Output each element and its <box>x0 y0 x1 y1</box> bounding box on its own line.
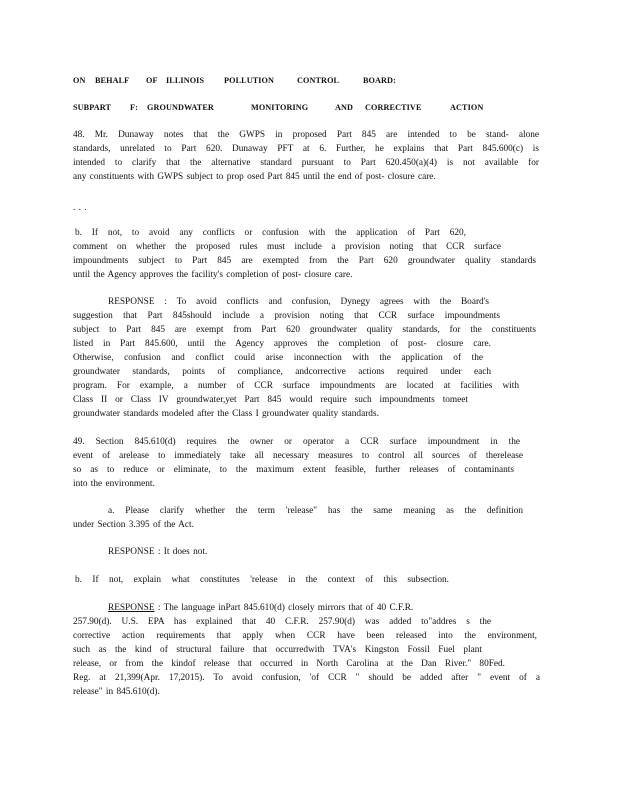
heading-word: ACTION <box>450 103 484 112</box>
heading-word: ON <box>73 76 86 85</box>
response-1-line: listed in Part 845.600, until the Agency approves the completion of post- closure care. <box>73 339 491 349</box>
response-3-line: release, or from the kindof release that occurred in North Carolina at the Dan River." 80Fed. <box>73 659 505 669</box>
paragraph-b2: b. If not, explain what constitutes 'release in the context of this subsection. <box>75 575 449 585</box>
heading-word: CONTROL <box>297 76 340 85</box>
response-3-line <box>108 602 413 614</box>
heading-word: AND <box>335 103 354 112</box>
response-1-line: groundwater standards modeled after the Class I groundwater quality standards. <box>73 409 379 419</box>
heading-word: CORRECTIVE <box>365 103 422 112</box>
paragraph-49-line: event of arelease to immediately take all necessary measures to control all sources of therelease <box>73 451 523 461</box>
paragraph-a-line: under Section 3.395 of the Act. <box>73 520 194 530</box>
paragraph-49-line: 49. Section 845.610(d) requires the owner or operator a CCR surface impoundment in the <box>73 437 520 447</box>
paragraph-b-line: b. If not, to avoid any conflicts or confusion with the application of Part 620, <box>75 228 466 238</box>
response-1-line: RESPONSE : To avoid conflicts and confusion, Dynegy agrees with the Board's <box>108 297 489 307</box>
heading-word: BEHALF <box>95 76 130 85</box>
response-1-line: Otherwise, confusion and conflict could arise inconnection with the application of the <box>73 353 483 363</box>
heading-word: SUBPART <box>73 103 112 112</box>
response-1-line: subject to Part 845 are exempt from Part 620 groundwater quality standards, for the constituents <box>73 325 536 335</box>
heading-word: ILLINOIS <box>166 76 205 85</box>
response-3-text: : The language inPart 845.610(d) closely mirrors that of 40 C.F.R. <box>154 603 414 613</box>
paragraph-48-line: any constituents with GWPS subject to prop osed Part 845 until the end of post- closure care. <box>73 172 436 182</box>
paragraph-49-line: into the environment. <box>73 479 155 489</box>
paragraph-a-line: a. Please clarify whether the term 'release" has the same meaning as the definition <box>108 506 523 516</box>
response-3-line: 257.90(d). U.S. EPA has explained that 40 C.F.R. 257.90(d) was added to"addres s the <box>73 617 491 627</box>
response-1-line: program. For example, a number of CCR surface impoundments are located at facilities with <box>73 381 519 391</box>
response-3-line: such as the kind of structural failure that occurredwith TVA's Kingston Fossil Fuel plant <box>73 645 482 655</box>
response-3-line: Reg. at 21,399(Apr. 17,2015). To avoid confusion, 'of CCR " should be added after " event of a <box>73 673 540 683</box>
paragraph-48-line: 48. Mr. Dunaway notes that the GWPS in proposed Part 845 are intended to be stand- alone <box>73 130 539 140</box>
heading-word: MONITORING <box>251 103 309 112</box>
paragraph-b-line: until the Agency approves the facility's completion of post- closure care. <box>73 270 353 280</box>
paragraph-48-line: intended to clarify that the alternative standard pursuant to Part 620.450(a)(4) is not available for <box>73 158 539 168</box>
heading-word: GROUNDWATER <box>147 103 214 112</box>
response-1-line: suggestion that Part 845should include a provision noting that CCR surface impoundments <box>73 311 500 321</box>
paragraph-48-line: standards, unrelated to Part 620. Dunaway PFT at 6. Further, he explains that Part 845.600(c) is <box>73 144 539 154</box>
response-2: RESPONSE : It does not. <box>108 547 208 557</box>
response-1-line: groundwater standards, points of compliance, andcorrective actions required under each <box>73 367 491 377</box>
response-3-line: corrective action requirements that apply when CCR have been released into the environment, <box>73 631 537 641</box>
heading-word: POLLUTION <box>224 76 275 85</box>
response-3-line: release" in 845.610(d). <box>73 687 160 697</box>
ellipsis: . . . <box>73 203 87 213</box>
paragraph-b-line: impoundments subject to Part 845 are exempted from the Part 620 groundwater quality standards <box>73 256 536 266</box>
heading-word: F: <box>130 103 138 112</box>
paragraph-b-line: comment on whether the proposed rules must include a provision noting that CCR surface <box>73 242 501 252</box>
response-label: RESPONSE <box>108 603 155 613</box>
paragraph-49-line: so as to reduce or eliminate, to the maximum extent feasible, further releases of contaminants <box>73 465 514 475</box>
response-1-line: Class II or Class IV groundwater,yet Part 845 would require such impoundments tomeet <box>73 395 468 405</box>
heading-word: OF <box>146 76 158 85</box>
heading-word: BOARD: <box>363 76 396 85</box>
